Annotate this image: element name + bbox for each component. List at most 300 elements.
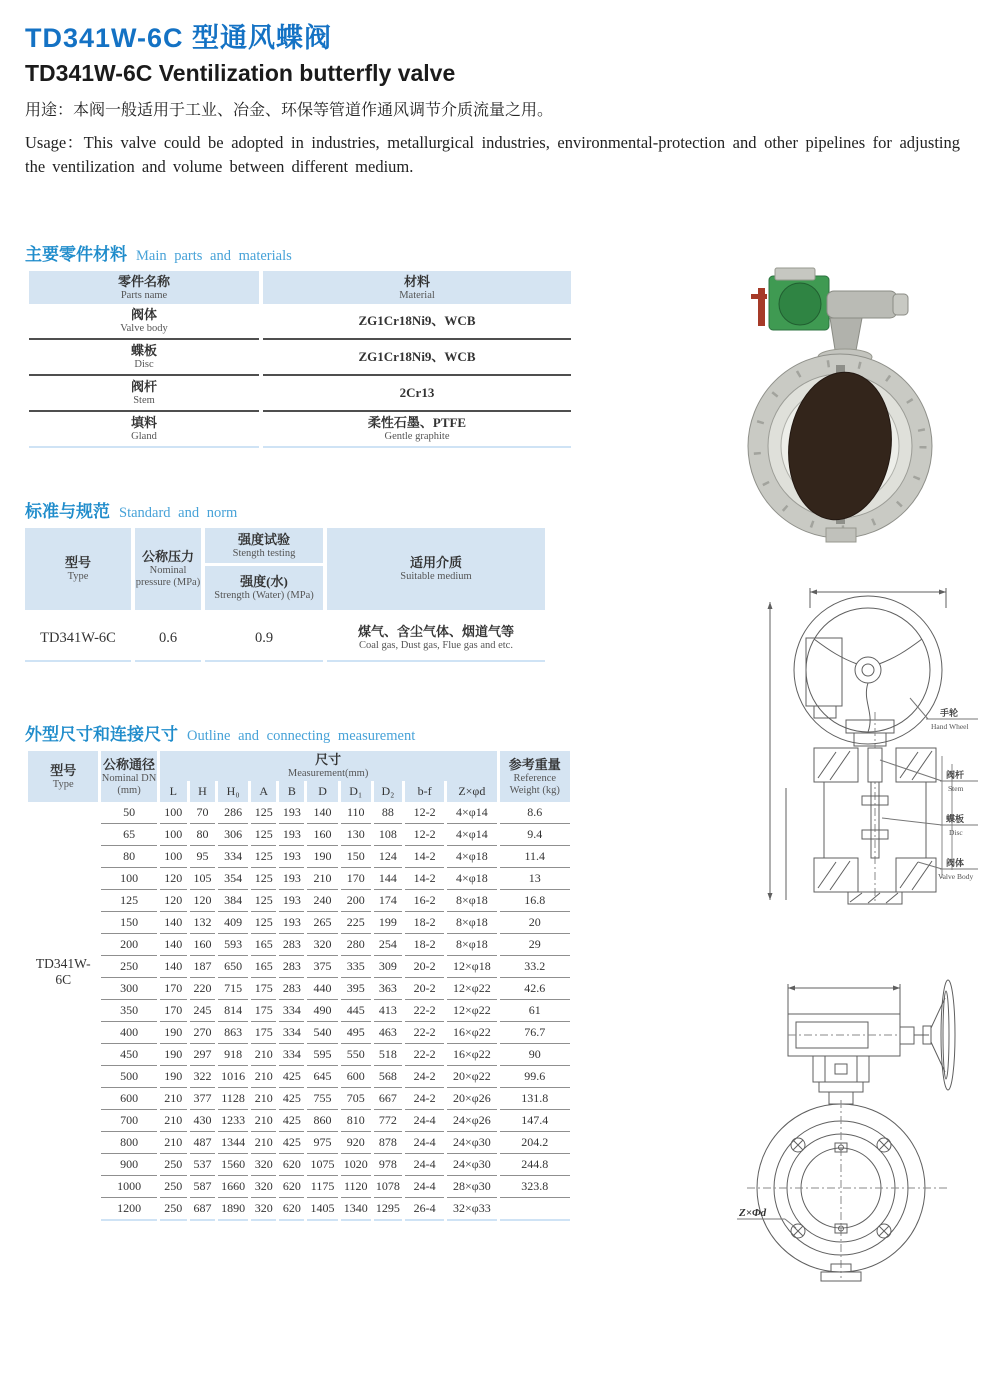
- hatch: [912, 751, 932, 780]
- dimension-cell: 283: [279, 978, 304, 1000]
- side-section-drawing: [750, 578, 980, 917]
- dimension-cell: 150: [101, 912, 156, 934]
- dimension-cell: 245: [190, 1000, 215, 1022]
- label-hand-wheel-en: Hand Wheel: [931, 722, 969, 731]
- dimension-cell: 320: [307, 934, 337, 956]
- dimension-cell: 100: [160, 802, 187, 824]
- dimension-cell: 193: [279, 912, 304, 934]
- hand-wheel-hub: [855, 657, 881, 683]
- dimension-cell: 1233: [218, 1110, 248, 1132]
- part-name-cell: 阀体 Valve body: [29, 304, 259, 340]
- dimension-cell: 50: [101, 802, 156, 824]
- dimension-cell: 210: [251, 1132, 276, 1154]
- dimension-cell: 800: [101, 1132, 156, 1154]
- dimension-cell: [500, 1198, 570, 1221]
- dimension-cell: 334: [279, 1022, 304, 1044]
- column-header-cn: 公称通径: [103, 756, 156, 772]
- dimension-cell: 440: [307, 978, 337, 1000]
- dimension-cell: 286: [218, 802, 248, 824]
- column-header-H0: H₀: [218, 781, 248, 802]
- dimension-cell: 595: [307, 1044, 337, 1066]
- valve-photo-drawing: [742, 264, 938, 546]
- bolt-hole: [791, 1138, 805, 1152]
- dimension-cell: 125: [251, 890, 276, 912]
- dimension-cell: 199: [374, 912, 402, 934]
- yoke: [813, 1056, 869, 1082]
- table-row: [29, 376, 571, 412]
- dimension-cell: 1344: [218, 1132, 248, 1154]
- column-header-en: Reference Weight (kg): [509, 772, 560, 796]
- dimension-cell: 22-2: [405, 1022, 444, 1044]
- table-row: [28, 868, 570, 890]
- dimension-cell: 20×φ22: [447, 1066, 496, 1088]
- dimension-cell: 175: [251, 978, 276, 1000]
- dimension-cell: 20×φ26: [447, 1088, 496, 1110]
- dimension-cell: 8×φ18: [447, 890, 496, 912]
- dimension-cell: 518: [374, 1044, 402, 1066]
- dimension-cell: 978: [374, 1154, 402, 1176]
- column-header-cn: 参考重量: [508, 756, 561, 772]
- table-row: [28, 1176, 570, 1198]
- dimension-cell: 323.8: [500, 1176, 570, 1198]
- hand-wheel-hub-inner: [862, 664, 874, 676]
- dimension-cell: 920: [341, 1132, 371, 1154]
- spoke: [814, 639, 857, 664]
- table-row: [28, 846, 570, 868]
- dimension-cell: 320: [251, 1154, 276, 1176]
- dimension-cell: 265: [307, 912, 337, 934]
- dimension-cell: 28×φ30: [447, 1176, 496, 1198]
- label-bolt-holes: Z×Φd: [739, 1207, 767, 1219]
- dimension-cell: 700: [101, 1110, 156, 1132]
- motor-cap: [775, 268, 815, 280]
- column-header-type: [28, 751, 98, 802]
- dimension-cell: 22-2: [405, 1000, 444, 1022]
- dimension-cell: 26-4: [405, 1198, 444, 1221]
- column-header-bf: b-f: [405, 781, 444, 802]
- table-row: [28, 1066, 570, 1088]
- dimension-cell: 1295: [374, 1198, 402, 1221]
- column-header-L: L: [160, 781, 187, 802]
- dimension-cell: 283: [279, 956, 304, 978]
- column-header-B: B: [279, 781, 304, 802]
- dimension-cell: 80: [101, 846, 156, 868]
- bracket-foot: [814, 706, 836, 718]
- dimension-cell: 425: [279, 1132, 304, 1154]
- dimension-cell: 450: [101, 1044, 156, 1066]
- column-header-cn: 尺寸: [315, 752, 342, 767]
- column-header-en: Suitable medium: [400, 571, 472, 582]
- dimension-cell: 22-2: [405, 1044, 444, 1066]
- material-cell: ZG1Cr18Ni9、WCB: [263, 304, 571, 340]
- page-title-cn: TD341W-6C 型通风蝶阀: [25, 23, 332, 53]
- dimension-cell: 1128: [218, 1088, 248, 1110]
- type-value: TD341W-6C: [40, 629, 116, 646]
- hand-wheel-rim: [794, 596, 942, 744]
- dimension-cell: 170: [160, 1000, 187, 1022]
- section-heading-cn: 主要零件材料: [25, 245, 127, 264]
- dimension-cell: 105: [190, 868, 215, 890]
- section-materials: [25, 240, 575, 448]
- section-dimensions: [25, 720, 573, 1221]
- dimension-cell: 550: [341, 1044, 371, 1066]
- dimension-cell: 32×φ33: [447, 1198, 496, 1221]
- dimension-cell: 600: [101, 1088, 156, 1110]
- dimension-cell: 125: [251, 802, 276, 824]
- dimension-cell: 80: [190, 824, 215, 846]
- column-header-en: Parts name: [120, 289, 168, 301]
- dimension-cell: 495: [341, 1022, 371, 1044]
- dimension-cell: 12-2: [405, 824, 444, 846]
- table-row: [28, 1022, 570, 1044]
- dimension-cell: 878: [374, 1132, 402, 1154]
- medium-value-en: Coal gas, Dust gas, Flue gas and etc.: [359, 640, 513, 651]
- dimension-cell: 210: [251, 1110, 276, 1132]
- dimension-cell: 210: [160, 1088, 187, 1110]
- dimension-cell: 250: [160, 1176, 187, 1198]
- dimension-cell: 24-4: [405, 1110, 444, 1132]
- dimension-cell: 125: [101, 890, 156, 912]
- dimension-cell: 24×φ26: [447, 1110, 496, 1132]
- dimension-cell: 124: [374, 846, 402, 868]
- column-header-parts-name: [29, 271, 259, 304]
- dimension-cell: 1120: [341, 1176, 371, 1198]
- leader-line: [882, 818, 942, 825]
- section-heading: [25, 497, 550, 522]
- dimension-cell: 593: [218, 934, 248, 956]
- part-name-cell: 阀杆 Stem: [29, 376, 259, 412]
- dimension-cell: 4×φ14: [447, 802, 496, 824]
- dimension-cell: 210: [251, 1088, 276, 1110]
- dimension-cell: 320: [251, 1176, 276, 1198]
- dimension-cell: 1890: [218, 1198, 248, 1221]
- dimension-cell: 377: [190, 1088, 215, 1110]
- dimension-cell: 170: [341, 868, 371, 890]
- dimension-cell: 165: [251, 934, 276, 956]
- usage-text-cn: 用途：本阀一般适用于工业、冶金、环保等管道作通风调节介质流量之用。: [25, 102, 554, 119]
- column-header-en: Nominal DN (mm): [101, 772, 157, 796]
- section-heading: [25, 720, 573, 745]
- dimension-cell: 306: [218, 824, 248, 846]
- dimension-cell: 537: [190, 1154, 215, 1176]
- dimension-cell: 42.6: [500, 978, 570, 1000]
- side-hand-wheel-inner: [943, 991, 949, 1079]
- column-header-en: Measurement(mm): [287, 768, 369, 779]
- material-cell: 柔性石墨、PTFE Gentle graphite: [263, 412, 571, 448]
- spoke: [866, 683, 870, 732]
- dimension-cell: 12×φ18: [447, 956, 496, 978]
- column-header-strength-water: [205, 566, 323, 610]
- dimension-cell: 540: [307, 1022, 337, 1044]
- materials-table: [25, 271, 575, 448]
- dimension-cell: 225: [341, 912, 371, 934]
- hatch: [830, 861, 850, 890]
- column-header-D: D: [307, 781, 337, 802]
- dimensions-table: [25, 751, 573, 1221]
- dimension-cell: 187: [190, 956, 215, 978]
- table-row: [28, 802, 570, 824]
- dimension-cell: 175: [251, 1022, 276, 1044]
- dimension-cell: 354: [218, 868, 248, 890]
- column-header-cn: 型号: [50, 762, 77, 778]
- dimension-cell: 130: [341, 824, 371, 846]
- dimension-cell: 193: [279, 824, 304, 846]
- section-heading-en: Standard and norm: [119, 505, 238, 521]
- valve-photo: [742, 264, 938, 551]
- dimension-cell: 14-2: [405, 868, 444, 890]
- label-stem-en: Stem: [948, 784, 964, 793]
- dimension-cell: 620: [279, 1176, 304, 1198]
- column-header-H: H: [190, 781, 215, 802]
- dimension-cell: 20: [500, 912, 570, 934]
- table-row: [28, 1132, 570, 1154]
- arrowhead: [768, 602, 773, 609]
- dimension-cell: 250: [160, 1198, 187, 1221]
- dimension-cell: 120: [160, 868, 187, 890]
- flange-top-left: [814, 748, 858, 782]
- dimension-cell: 70: [190, 802, 215, 824]
- dimension-cell: 413: [374, 1000, 402, 1022]
- pressure-value-cell: [135, 616, 201, 662]
- table-row: [28, 912, 570, 934]
- dimension-cell: 90: [500, 1044, 570, 1066]
- dimension-cell: 190: [160, 1066, 187, 1088]
- motor-dial: [779, 283, 821, 325]
- table-row: [29, 340, 571, 376]
- dimension-cell: 400: [101, 1022, 156, 1044]
- page-title-en: TD341W-6C Ventilization butterfly valve: [25, 60, 456, 86]
- dimension-cell: 587: [190, 1176, 215, 1198]
- dimension-cell: 463: [374, 1022, 402, 1044]
- dimension-cell: 320: [251, 1198, 276, 1221]
- dimension-cell: 309: [374, 956, 402, 978]
- arrowhead: [810, 590, 817, 595]
- part-name-cell: 填料 Gland: [29, 412, 259, 448]
- section-heading-cn: 外型尺寸和连接尺寸: [25, 725, 178, 744]
- dimension-cell: 13: [500, 868, 570, 890]
- dimension-cell: 270: [190, 1022, 215, 1044]
- dimension-cell: 175: [251, 1000, 276, 1022]
- label-disc-en: Disc: [949, 828, 963, 837]
- dimension-cell: 350: [101, 1000, 156, 1022]
- dimension-cell: 100: [160, 846, 187, 868]
- dimension-cell: 14-2: [405, 846, 444, 868]
- dimension-cell: 244.8: [500, 1154, 570, 1176]
- dimension-cell: 125: [251, 868, 276, 890]
- spoke: [879, 639, 922, 664]
- dimension-cell: 425: [279, 1110, 304, 1132]
- dimension-cell: 300: [101, 978, 156, 1000]
- hatch: [900, 752, 918, 778]
- label-stem-cn: 阀杆: [946, 770, 965, 780]
- dimension-cell: 193: [279, 846, 304, 868]
- strength-value: 0.9: [254, 629, 274, 646]
- dimension-cell: 1078: [374, 1176, 402, 1198]
- dimension-cell: 200: [341, 890, 371, 912]
- dimension-cell: 409: [218, 912, 248, 934]
- dimension-cell: 860: [307, 1110, 337, 1132]
- dimension-cell: 645: [307, 1066, 337, 1088]
- leader-line: [910, 698, 928, 719]
- material-cell: 2Cr13: [263, 376, 571, 412]
- dimension-cell: 24×φ30: [447, 1154, 496, 1176]
- dimension-cell: 975: [307, 1132, 337, 1154]
- dimension-cell: 900: [101, 1154, 156, 1176]
- neck-flange: [819, 1082, 863, 1092]
- column-header-en: Type: [52, 778, 74, 790]
- dimension-cell: 18-2: [405, 912, 444, 934]
- hand-wheel-rim-inner: [806, 608, 930, 732]
- hatch: [868, 893, 880, 903]
- dimension-cell: 120: [160, 890, 187, 912]
- table-row: [28, 1110, 570, 1132]
- dimension-cell: 8×φ18: [447, 912, 496, 934]
- packing-nut: [835, 1064, 847, 1074]
- bolt-hole: [877, 1138, 891, 1152]
- dimension-cell: 568: [374, 1066, 402, 1088]
- dimension-cell: 1000: [101, 1176, 156, 1198]
- stem-channel: [868, 748, 882, 782]
- dimension-cell: 140: [307, 802, 337, 824]
- table-header-row: [28, 751, 570, 781]
- section-heading: [25, 240, 575, 265]
- dimension-cell: 334: [279, 1000, 304, 1022]
- dimension-cell: 88: [374, 802, 402, 824]
- dimension-cell: 755: [307, 1088, 337, 1110]
- gear-housing: [827, 291, 897, 318]
- type-value-cell: [25, 616, 131, 662]
- dimension-cell: 810: [341, 1110, 371, 1132]
- hatch: [886, 893, 898, 903]
- type-value-cell: TD341W-6C: [35, 955, 91, 987]
- usage-text-en: Usage：This valve could be adopted in industries, metallurgical industries, environmental-protection and other pipelines for adjusting the ventilization and volume between different medium.: [25, 133, 960, 176]
- dimension-cell: 334: [279, 1044, 304, 1066]
- column-header-cn: 适用介质: [409, 555, 462, 570]
- dimension-cell: 190: [160, 1044, 187, 1066]
- dimension-cell: 254: [374, 934, 402, 956]
- coupling: [900, 1027, 914, 1044]
- dimension-cell: 12×φ22: [447, 978, 496, 1000]
- dimension-cell: 132: [190, 912, 215, 934]
- dimension-cell: 16×φ22: [447, 1022, 496, 1044]
- table-row: [28, 978, 570, 1000]
- dimension-cell: 160: [190, 934, 215, 956]
- arrowhead: [939, 590, 946, 595]
- dimension-cell: 687: [190, 1198, 215, 1221]
- column-header-cn: 公称压力: [141, 549, 194, 564]
- side-section-svg: [750, 578, 980, 912]
- dimension-cell: 125: [251, 824, 276, 846]
- dimension-cell: 4×φ18: [447, 868, 496, 890]
- dimension-cell: 1660: [218, 1176, 248, 1198]
- hatch: [900, 862, 918, 888]
- column-header-cn: 强度(水): [240, 574, 288, 589]
- strength-value-cell: [205, 616, 323, 662]
- column-header-zxd: Z×φd: [447, 781, 496, 802]
- label-valve-body-en: Valve Body: [938, 872, 974, 881]
- section-heading-en: Main parts and materials: [136, 248, 292, 264]
- dimension-cell: 445: [341, 1000, 371, 1022]
- dimension-cell: 100: [160, 824, 187, 846]
- dimension-cell: 9.4: [500, 824, 570, 846]
- dimension-cell: 20-2: [405, 978, 444, 1000]
- dimension-cell: 1405: [307, 1198, 337, 1221]
- column-header-cn: 材料: [403, 273, 430, 289]
- dimension-cell: 8×φ18: [447, 934, 496, 956]
- column-header-D1: D₁: [341, 781, 371, 802]
- column-header-en: Material: [399, 289, 435, 301]
- section-heading-en: Outline and connecting measurement: [187, 728, 416, 744]
- dimension-cell: 99.6: [500, 1066, 570, 1088]
- column-header-cn: 型号: [64, 555, 91, 570]
- hatch: [818, 862, 836, 888]
- dimension-cell: 384: [218, 890, 248, 912]
- column-header-cn: 零件名称: [117, 273, 170, 289]
- dimension-cell: 600: [341, 1066, 371, 1088]
- dimension-cell: 240: [307, 890, 337, 912]
- dimensions-table-body: [28, 802, 570, 1221]
- dimension-cell: 334: [218, 846, 248, 868]
- column-header-D2: D₂: [374, 781, 402, 802]
- dimension-cell: 425: [279, 1088, 304, 1110]
- leader-line: [880, 760, 942, 781]
- dimension-cell: 1560: [218, 1154, 248, 1176]
- column-header-en: Stength testing: [232, 547, 296, 559]
- medium-value-cell: [327, 616, 545, 662]
- dimension-cell: 125: [251, 912, 276, 934]
- dimension-cell: 108: [374, 824, 402, 846]
- dimension-cell: 150: [341, 846, 371, 868]
- materials-table-body: [29, 304, 571, 448]
- dimension-cell: 375: [307, 956, 337, 978]
- actuator-lever-arm: [751, 294, 767, 299]
- actuator-lever: [758, 288, 765, 326]
- dimension-cell: 200: [101, 934, 156, 956]
- column-header-medium: [327, 528, 545, 610]
- dimension-cell: 620: [279, 1198, 304, 1221]
- material-cell: ZG1Cr18Ni9、WCB: [263, 340, 571, 376]
- column-header-en: Nominal pressure (MPa): [135, 565, 201, 588]
- table-row: [28, 824, 570, 846]
- dimension-cell: 500: [101, 1066, 156, 1088]
- dimension-cell: 918: [218, 1044, 248, 1066]
- dimension-cell: 24-4: [405, 1176, 444, 1198]
- dimension-cell: 131.8: [500, 1088, 570, 1110]
- dimension-cell: 174: [374, 890, 402, 912]
- dimension-cell: 322: [190, 1066, 215, 1088]
- dimension-cell: 620: [279, 1154, 304, 1176]
- dimension-cell: 772: [374, 1110, 402, 1132]
- dimension-cell: 715: [218, 978, 248, 1000]
- part-name-cell: 蝶板 Disc: [29, 340, 259, 376]
- dimension-cell: 12-2: [405, 802, 444, 824]
- dimension-cell: 110: [341, 802, 371, 824]
- dimension-cell: 24×φ30: [447, 1132, 496, 1154]
- dimension-cell: 120: [190, 890, 215, 912]
- dimension-cell: 165: [251, 956, 276, 978]
- dimension-cell: 140: [160, 934, 187, 956]
- dimension-cell: 190: [160, 1022, 187, 1044]
- dimension-cell: 667: [374, 1088, 402, 1110]
- label-disc-cn: 蝶板: [946, 814, 965, 824]
- dimension-cell: 100: [101, 868, 156, 890]
- dimension-cell: 425: [279, 1066, 304, 1088]
- dimension-cell: 193: [279, 890, 304, 912]
- dimension-cell: 24-4: [405, 1132, 444, 1154]
- dimension-cell: 140: [160, 956, 187, 978]
- dimension-cell: 125: [251, 846, 276, 868]
- dimension-cell: 487: [190, 1132, 215, 1154]
